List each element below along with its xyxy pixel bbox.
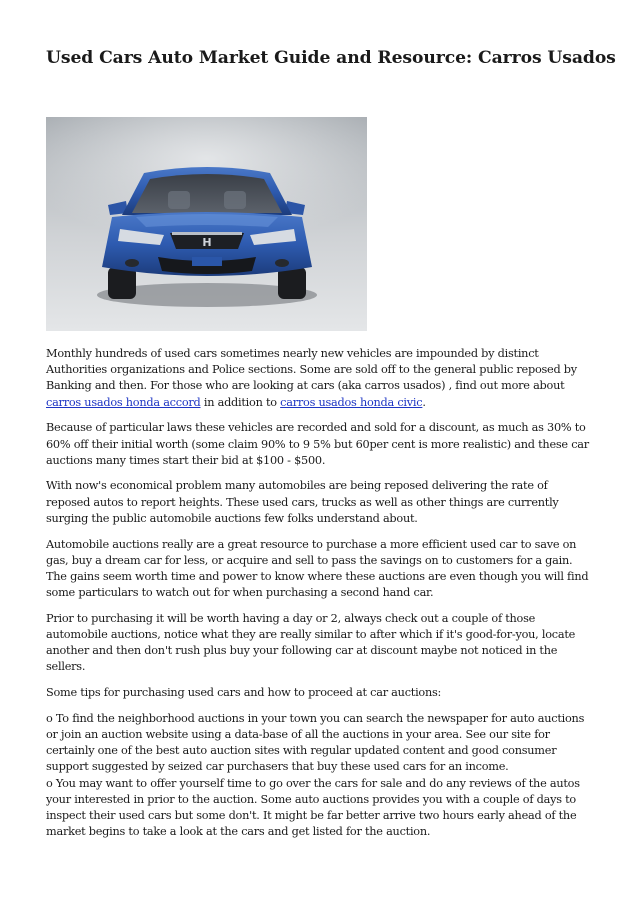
tip-item-1: o To find the neighborhood auctions in your town you can search the newspaper for auto auctions or join an auction website using a data-base of all the auctions in your area. See our site for certainly one of the best auto auction sites with regular updated content and good consumer support suggested by seized car purchasers that buy these used cars for an income. (46, 711, 585, 774)
car-illustration (46, 117, 367, 331)
tips-list (46, 711, 594, 841)
paragraph-economy: With now's economical problem many automobiles are being reposed delivering the rate of reposed autos to report heights. These used cars, trucks as well as other things are currently surging the public automobile auctions few folks understand about. (46, 479, 559, 525)
tip-item-2: o You may want to offer yourself time to go over the cars for sale and do any reviews of the autos your interested in prior to the auction. Some auto auctions provides you with a couple of days to inspect their used cars but some don't. It might be far better arrive two hours early ahead of the market begins to take a look at the cars and get listed for the auction. (46, 776, 580, 839)
paragraph-auctions-resource: Automobile auctions really are a great resource to purchase a more efficient used car to save on gas, buy a dream car for less, or acquire and sell to pass the savings on to customers for a gain. The gains seem worth time and power to know where these auctions are even though you will find some particulars to watch out for when purchasing a second hand car. (46, 537, 589, 600)
paragraph-intro-end: . (422, 395, 426, 409)
paragraph-tips-intro: Some tips for purchasing used cars and how to proceed at car auctions: (46, 686, 442, 700)
paragraph-discount: Because of particular laws these vehicles are recorded and sold for a discount, as much as 30% to 60% off their initial worth (some claim 90% to 9 5% but 60per cent is more realistic) and these car auctions many times start their bid at $100 - $500. (46, 421, 589, 467)
page-title: Used Cars Auto Market Guide and Resource: Carros Usados (46, 48, 616, 68)
link-carros-usados-honda-civic[interactable]: carros usados honda civic (280, 395, 423, 409)
paragraph-intro-connector: in addition to (200, 395, 281, 409)
paragraph-prior-purchase: Prior to purchasing it will be worth having a day or 2, always check out a couple of those automobile auctions, notice what they are really similar to after which if it's good-for-you, locate another and then don't rush plus buy your following car at discount maybe not noticed in the sellers. (46, 611, 576, 674)
link-carros-usados-honda-accord[interactable]: carros usados honda accord (46, 395, 201, 409)
svg-text:H: H (202, 236, 212, 249)
paragraph-intro (46, 346, 594, 411)
article-body (46, 346, 594, 840)
paragraph-intro-text: Monthly hundreds of used cars sometimes nearly new vehicles are impounded by distinct Authorities organizations and Police sections. Some are sold off to the general public reposed by Banking and then. For those who are looking at cars (aka carros usados) , find out more about (46, 347, 577, 393)
car-photo (46, 117, 367, 331)
